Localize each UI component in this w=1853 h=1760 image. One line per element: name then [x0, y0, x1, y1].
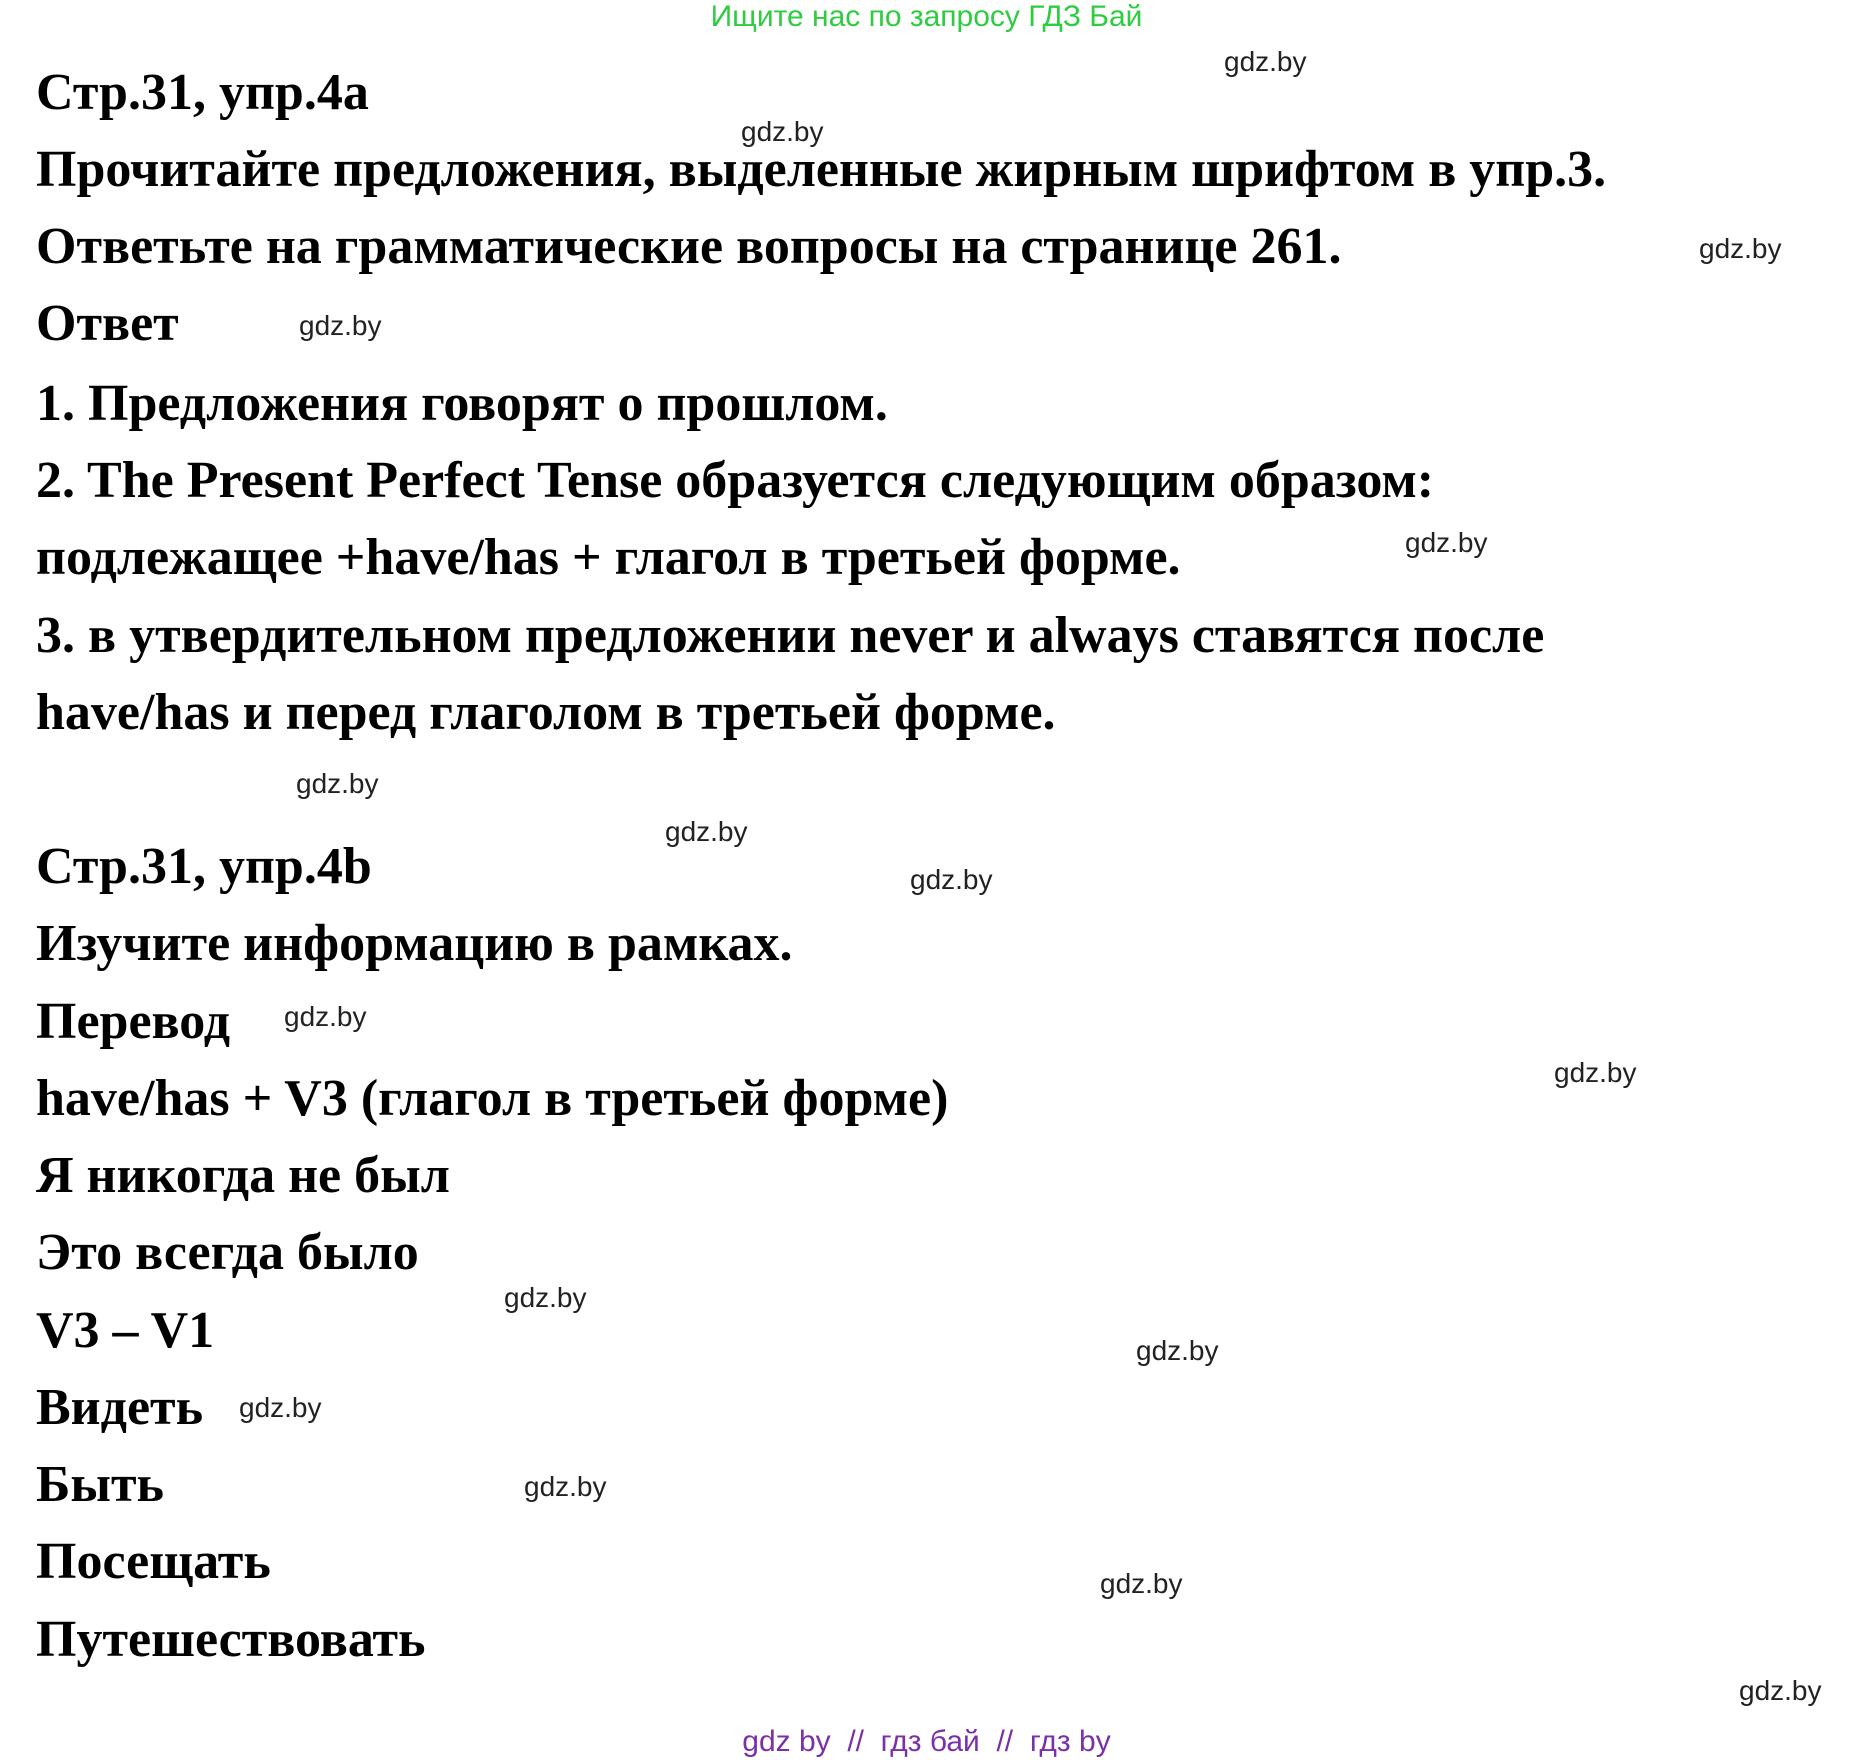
answer-line: have/has и перед глаголом в третьей форме.	[36, 684, 1056, 741]
section-b-title: Стр.31, упр.4b	[36, 838, 372, 895]
watermark: gdz.by	[299, 310, 382, 341]
translation-line: Видеть	[36, 1379, 204, 1436]
watermark: gdz.by	[1554, 1057, 1637, 1088]
footer-links: gdz by // гдз бай // гдз by	[742, 1725, 1111, 1758]
watermark: gdz.by	[1405, 527, 1488, 558]
translation-line: Путешествовать	[36, 1611, 426, 1668]
section-b-task: Изучите информацию в рамках.	[36, 915, 793, 972]
section-a-title: Стр.31, упр.4a	[36, 64, 369, 121]
translation-line: have/has + V3 (глагол в третьей форме)	[36, 1070, 949, 1127]
watermark: gdz.by	[1100, 1568, 1183, 1599]
watermark: gdz.by	[239, 1392, 322, 1423]
search-banner: Ищите нас по запросу ГДЗ Бай	[710, 0, 1143, 33]
translation-line: Это всегда было	[36, 1224, 419, 1281]
answer-line: подлежащее +have/has + глагол в третьей форме.	[36, 529, 1181, 586]
translation-label: Перевод	[36, 993, 231, 1050]
watermark: gdz.by	[1224, 46, 1307, 77]
translation-line: Я никогда не был	[36, 1147, 450, 1204]
watermark: gdz.by	[524, 1471, 607, 1502]
watermark: gdz.by	[741, 116, 824, 147]
watermark: gdz.by	[296, 768, 379, 799]
translation-line: Посещать	[36, 1533, 271, 1590]
translation-line: V3 – V1	[36, 1302, 215, 1359]
watermark: gdz.by	[1739, 1675, 1822, 1706]
watermark: gdz.by	[1136, 1335, 1219, 1366]
translation-line: Быть	[36, 1456, 165, 1513]
answer-line: 2. The Present Perfect Tense образуется следующим образом:	[36, 452, 1435, 509]
section-a-task-line-1: Прочитайте предложения, выделенные жирным шрифтом в упр.3.	[36, 141, 1607, 198]
watermark: gdz.by	[910, 864, 993, 895]
answer-line: 1. Предложения говорят о прошлом.	[36, 375, 888, 432]
watermark: gdz.by	[1699, 233, 1782, 264]
answer-line: 3. в утвердительном предложении never и always ставятся после	[36, 607, 1545, 664]
watermark: gdz.by	[284, 1001, 367, 1032]
watermark: gdz.by	[665, 816, 748, 847]
section-a-task-line-2: Ответьте на грамматические вопросы на странице 261.	[36, 218, 1342, 275]
watermark: gdz.by	[504, 1282, 587, 1313]
answer-label: Ответ	[36, 295, 179, 352]
